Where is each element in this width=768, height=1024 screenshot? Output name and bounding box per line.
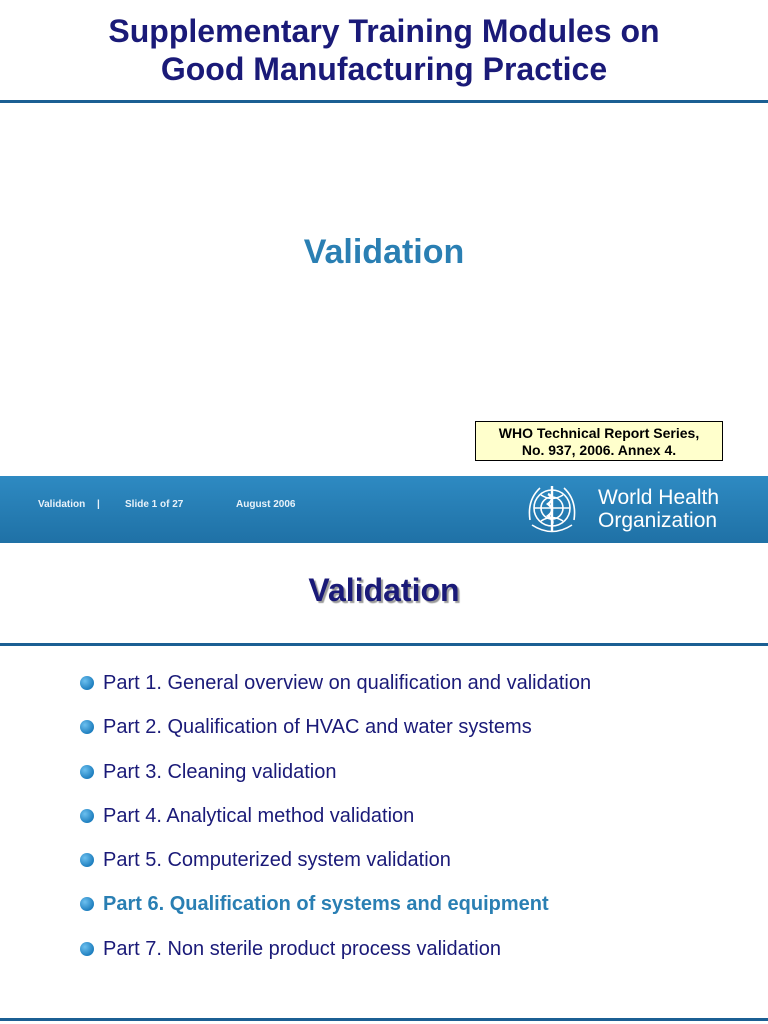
contents-title: Validation (308, 572, 460, 608)
list-item-label: Part 2. Qualification of HVAC and water systems (103, 716, 532, 739)
footer-date: August 2006 (236, 499, 296, 510)
footer-module: Validation (38, 499, 86, 510)
bullet-dot-icon (80, 897, 94, 911)
list-item-part-4 (80, 805, 760, 849)
list-item-part-5 (80, 849, 760, 893)
contents-slide (0, 544, 768, 1024)
list-item-label: Part 5. Computerized system validation (103, 849, 451, 872)
reference-line-1: WHO Technical Report Series, (498, 425, 700, 441)
bullet-dot-icon (80, 942, 94, 956)
contents-list (80, 672, 760, 982)
slide-footer (0, 476, 768, 543)
bullet-dot-icon (80, 676, 94, 690)
who-emblem-icon (522, 480, 582, 540)
footer-separator: | (97, 499, 100, 510)
slide-subtitle: Validation (303, 233, 465, 271)
list-item-part-1 (80, 672, 760, 716)
footer-slide-number: Slide 1 of 27 (125, 499, 184, 510)
list-item-label: Part 3. Cleaning validation (103, 760, 337, 783)
contents-title-divider (0, 643, 768, 646)
reference-line-2: No. 937, 2006. Annex 4. (521, 442, 677, 458)
bullet-dot-icon (80, 809, 94, 823)
reference-box (475, 421, 723, 461)
list-item-part-3 (80, 761, 760, 805)
list-item-label: Part 4. Analytical method validation (103, 804, 415, 827)
list-item-part-7 (80, 938, 760, 982)
title-line-1: Supplementary Training Modules on (108, 13, 660, 49)
bullet-dot-icon (80, 853, 94, 867)
who-organization-name (598, 486, 719, 532)
org-name-line-1: World Health (598, 486, 719, 509)
list-item-label: Part 7. Non sterile product process validation (103, 937, 501, 960)
bullet-dot-icon (80, 765, 94, 779)
list-item-label: Part 1. General overview on qualification and validation (103, 672, 592, 694)
bottom-divider (0, 1018, 768, 1021)
title-line-2: Good Manufacturing Practice (160, 51, 608, 87)
bullet-dot-icon (80, 720, 94, 734)
org-name-line-2: Organization (598, 509, 718, 532)
list-item-part-6 (80, 893, 760, 937)
slide-title (0, 12, 768, 88)
list-item-part-2 (80, 716, 760, 760)
list-item-label: Part 6. Qualification of systems and equipment (103, 893, 549, 916)
title-divider (0, 100, 768, 103)
